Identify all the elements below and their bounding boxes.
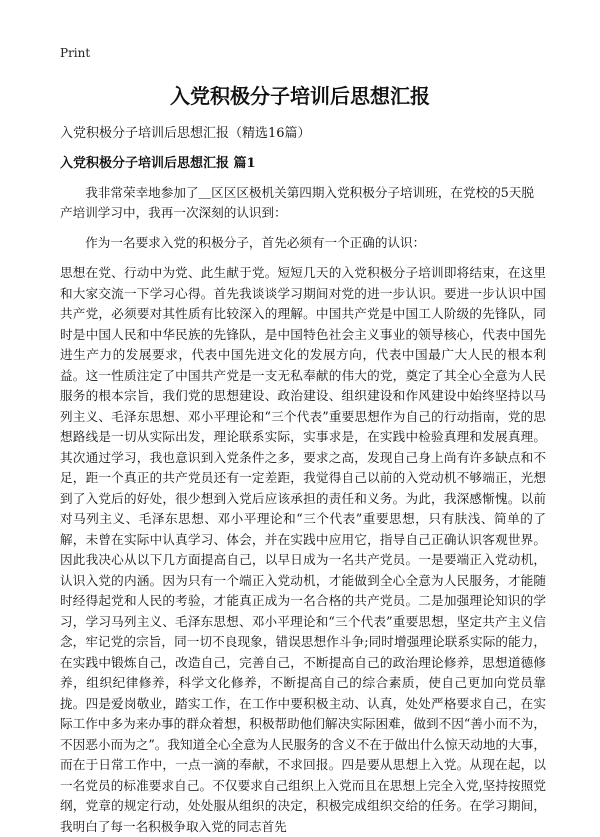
- print-label: Print: [60, 46, 91, 60]
- document-subtitle: 入党积极分子培训后思想汇报（精选16篇）: [60, 126, 311, 141]
- body-paragraph: 思想在党、行动中为党、此生献于党。短短几天的入党积极分子培训即将结束，在这里和大家交流一下学习心得。首先我谈谈学习期间对党的进一步认识。要进一步认识中国共产党，必须要对其性质有比较深入的理解。中国共产党是中国工人阶级的先锋队，同时是中国人民和中华民族的先锋队，是中国特色社会主义事业的领导核心，代表中国先进生产力的发展要求，代表中国先进文化的发展方向，代表中国最广大人民的根本利益。这一性质注定了中国共产党是一支无私奉献的伟大的党，奠定了其全心全意为人民服务的根本宗旨，我们党的思想建设、政治建设、组织建设和作风建设中始终坚持以马列主义、毛泽东思想、邓小平理论和“三个代表”重要思想作为自己的行动指南，党的思想路线是一切从实际出发，理论联系实际，实事求是，在实践中检验真理和发展真理。其次通过学习，我也意识到入党条件之多，要求之高，发现自己身上尚有许多缺点和不足，距一个真正的共产党员还有一定差距，我觉得自己以前的入党动机不够端正，光想到了入党后的好处，很少想到入党后应该承担的责任和义务。为此，我深感惭愧。以前对马列主义、毛泽东思想、邓小平理论和“三个代表”重要思想，只有肤浅、简单的了解，未曾在实际中认真学习、体会，并在实践中应用它，指导自己正确认识客观世界。因此我决心从以下几方面提高自己，以早日成为一名共产党员。一是要端正入党动机，认识入党的内涵。因为只有一个端正入党动机，才能做到全心全意为人民服务，才能随时经得起党和人民的考验，才能真正成为一名合格的共产党员。二是加强理论知识的学习，学习马列主义、毛泽东思想、邓小平理论和“三个代表”重要思想，坚定共产主义信念，牢记党的宗旨，同一切不良现象，错误思想作斗争;同时增强理论联系实际的能力，在实践中锻炼自己，改造自己，完善自己，不断提高自己的政治理论修养，思想道德修养，组织纪律修养，科学文化修养，不断提高自己的综合素质，使自己更加向党员靠拢。四是爱岗敬业，踏实工作，在工作中要积极主动、认真，处处严格要求自己，在实际工作中多为来办事的群众着想，积极帮助他们解决实际困难，做到不因“善小而不为，不因恶小而为之”。我知道全心全意为人民服务的含义不在于做出什么惊天动地的大事，而在于日常工作中，一点一滴的奉献，不求回报。四是要从思想上入党。从现在起，以一名党员的标准要求自己。不仅要求自己组织上入党而且在思想上完全入党,坚持按照党纲，党章的规定行动，处处服从组织的决定，积极完成组织交给的任务。在学习期间，我明白了每一名积极争取入党的同志首先: [60, 265, 546, 834]
- body-paragraph: 作为一名要求入党的积极分子，首先必须有一个正确的认识：: [85, 235, 426, 250]
- body-paragraph: 我非常荣幸地参加了＿区区区极机关第四期入党积极分子培训班，在党校的5天脱产培训学习中，我再一次深刻的认识到：: [60, 185, 534, 220]
- document-title: 入党积极分子培训后思想汇报: [170, 84, 430, 108]
- section-heading: 入党积极分子培训后思想汇报 篇1: [60, 156, 256, 171]
